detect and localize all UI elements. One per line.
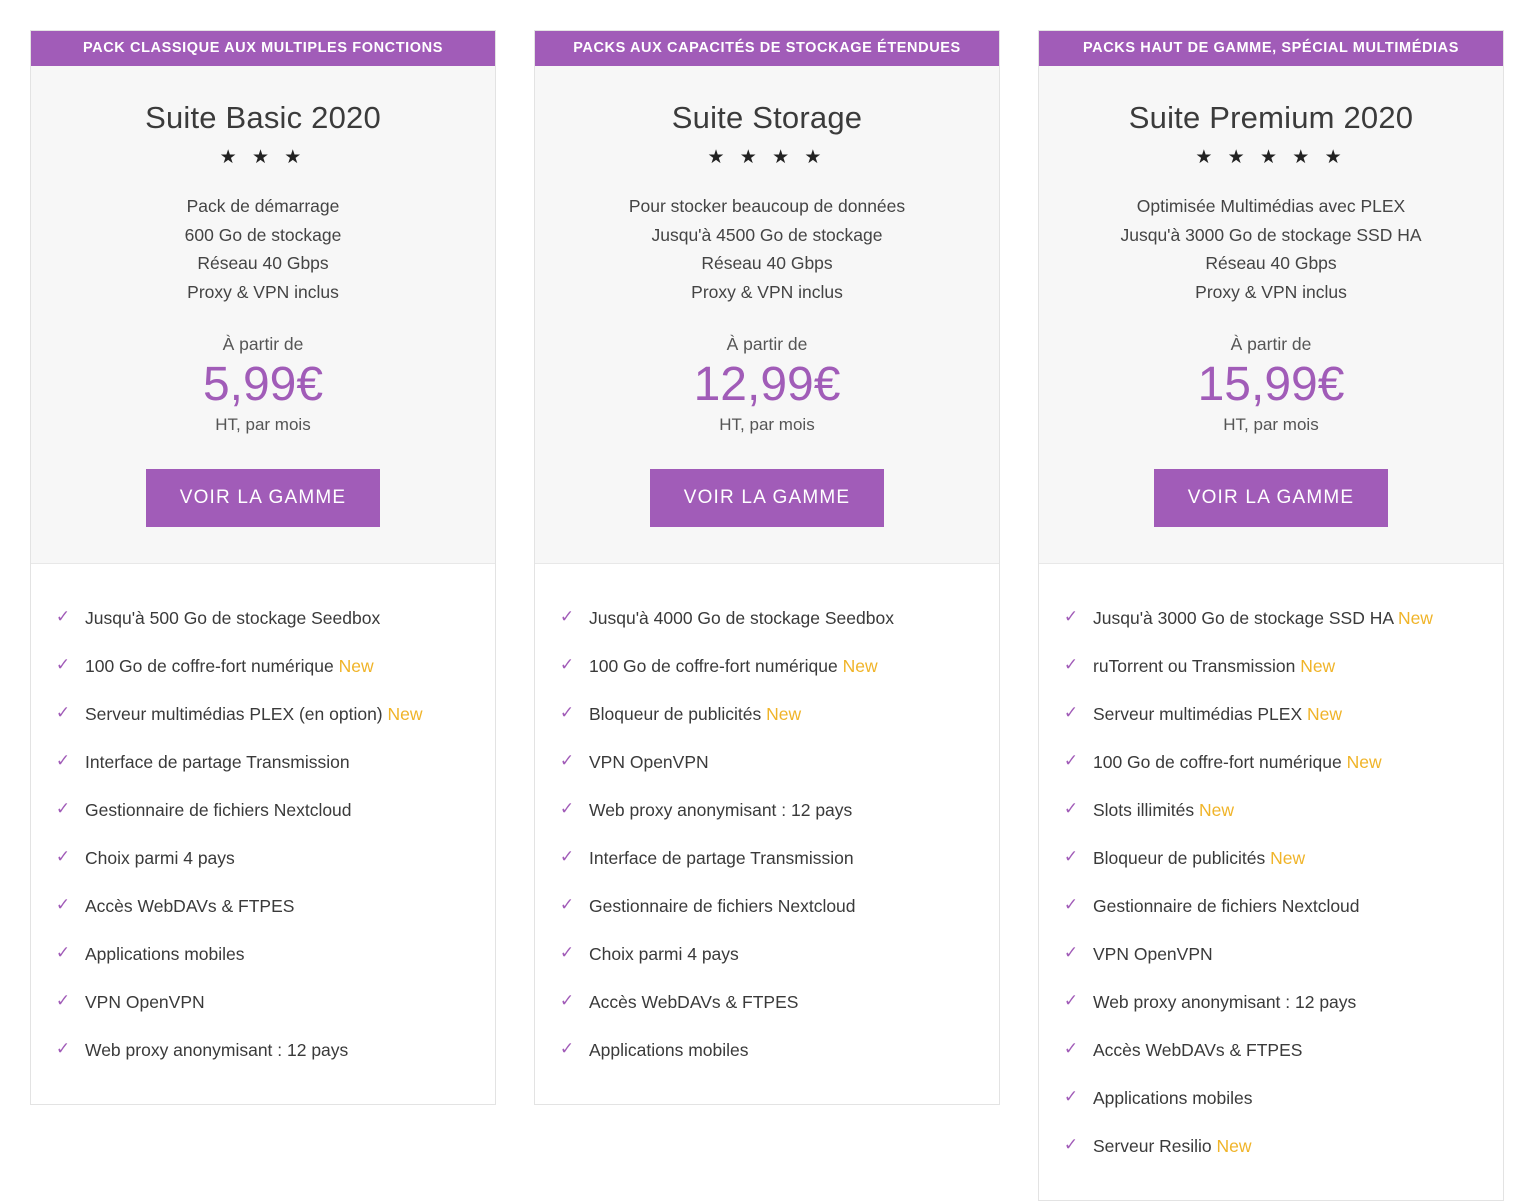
- check-icon: ✓: [1063, 703, 1079, 722]
- check-icon: ✓: [55, 799, 71, 818]
- list-item: [55, 978, 471, 1026]
- list-item-label: Gestionnaire de fichiers Nextcloud: [589, 896, 856, 916]
- list-item: [1063, 930, 1479, 978]
- plan-feature: 600 Go de stockage: [184, 224, 342, 245]
- plan-feature: Proxy & VPN inclus: [691, 281, 843, 302]
- list-item: [1063, 594, 1479, 642]
- plan-feature: Jusqu'à 3000 Go de stockage SSD HA: [1120, 224, 1422, 245]
- list-item-label: Interface de partage Transmission: [85, 752, 350, 772]
- list-item: [559, 1026, 975, 1074]
- list-item: [55, 786, 471, 834]
- plan-feature: Proxy & VPN inclus: [1195, 281, 1347, 302]
- new-badge: New: [1346, 752, 1382, 772]
- list-item: [559, 882, 975, 930]
- list-item: [1063, 786, 1479, 834]
- list-item-label: VPN OpenVPN: [85, 992, 205, 1012]
- rating-stars-icon: ★ ★ ★ ★: [707, 147, 827, 168]
- list-item: [559, 690, 975, 738]
- list-item-label: Serveur multimédias PLEX New: [1093, 704, 1343, 724]
- list-item: [55, 642, 471, 690]
- plan-feature: Réseau 40 Gbps: [701, 253, 833, 273]
- list-item-label: Jusqu'à 500 Go de stockage Seedbox: [85, 608, 381, 628]
- list-item: [559, 738, 975, 786]
- check-icon: ✓: [559, 847, 575, 866]
- pricing-card-basic: [30, 30, 496, 1105]
- list-item-label: VPN OpenVPN: [1093, 944, 1213, 964]
- check-icon: ✓: [55, 607, 71, 626]
- list-item: [1063, 834, 1479, 882]
- plan-summary: [31, 66, 495, 564]
- list-item: [55, 834, 471, 882]
- new-badge: New: [842, 656, 878, 676]
- new-badge: New: [1216, 1136, 1252, 1156]
- check-icon: ✓: [559, 895, 575, 914]
- list-item-label: Accès WebDAVs & FTPES: [85, 896, 295, 916]
- list-item-label: Gestionnaire de fichiers Nextcloud: [85, 800, 352, 820]
- plan-feature: Proxy & VPN inclus: [187, 281, 339, 302]
- plan-title: Suite Basic 2020: [145, 100, 381, 135]
- list-item-label: Accès WebDAVs & FTPES: [589, 992, 799, 1012]
- new-badge: New: [338, 656, 374, 676]
- check-icon: ✓: [1063, 1087, 1079, 1106]
- list-item: [55, 690, 471, 738]
- list-item-label: Accès WebDAVs & FTPES: [1093, 1040, 1303, 1060]
- list-item-label: 100 Go de coffre-fort numérique New: [1093, 752, 1382, 772]
- plan-feature-list: [535, 564, 999, 1104]
- list-item-label: Bloqueur de publicités New: [1093, 848, 1306, 868]
- list-item: [1063, 882, 1479, 930]
- check-icon: ✓: [559, 991, 575, 1010]
- plan-title: Suite Storage: [671, 100, 863, 135]
- plan-summary: [1039, 66, 1503, 564]
- list-item: [1063, 1026, 1479, 1074]
- list-item-label: Web proxy anonymisant : 12 pays: [589, 800, 853, 820]
- plan-feature: Optimisée Multimédias avec PLEX: [1136, 196, 1406, 216]
- list-item-label: Choix parmi 4 pays: [589, 944, 739, 964]
- pricing-card-storage: [534, 30, 1000, 1105]
- check-icon: ✓: [55, 943, 71, 962]
- check-icon: ✓: [1063, 655, 1079, 674]
- plan-feature: Jusqu'à 4500 Go de stockage: [651, 224, 883, 245]
- plan-feature: Réseau 40 Gbps: [1205, 253, 1337, 273]
- list-item-label: Gestionnaire de fichiers Nextcloud: [1093, 896, 1360, 916]
- list-item-label: Applications mobiles: [1093, 1088, 1253, 1108]
- check-icon: ✓: [55, 1039, 71, 1058]
- price-note: HT, par mois: [1223, 415, 1319, 434]
- check-icon: ✓: [559, 799, 575, 818]
- pricing-card-premium: [1038, 30, 1504, 1201]
- list-item: [1063, 690, 1479, 738]
- check-icon: ✓: [1063, 607, 1079, 626]
- plan-summary: [535, 66, 999, 564]
- list-item: [1063, 1122, 1479, 1170]
- list-item: [559, 786, 975, 834]
- price-from-label: À partir de: [726, 334, 808, 354]
- plan-ribbon: PACKS AUX CAPACITÉS DE STOCKAGE ÉTENDUES: [535, 31, 999, 66]
- list-item: [1063, 978, 1479, 1026]
- plan-ribbon: PACK CLASSIQUE AUX MULTIPLES FONCTIONS: [31, 31, 495, 66]
- new-badge: New: [1307, 704, 1343, 724]
- new-badge: New: [1270, 848, 1306, 868]
- list-item: [559, 594, 975, 642]
- check-icon: ✓: [1063, 799, 1079, 818]
- plan-title: Suite Premium 2020: [1128, 100, 1414, 135]
- plan-feature: Pour stocker beaucoup de données: [628, 196, 906, 216]
- list-item: [55, 594, 471, 642]
- list-item: [55, 930, 471, 978]
- price-from-label: À partir de: [222, 334, 304, 354]
- check-icon: ✓: [55, 751, 71, 770]
- list-item-label: Serveur multimédias PLEX (en option) New: [85, 704, 423, 724]
- list-item-label: VPN OpenVPN: [589, 752, 709, 772]
- plan-feature: Pack de démarrage: [186, 196, 340, 216]
- list-item-label: Slots illimités New: [1093, 800, 1235, 820]
- check-icon: ✓: [559, 943, 575, 962]
- check-icon: ✓: [1063, 895, 1079, 914]
- new-badge: New: [1300, 656, 1336, 676]
- list-item-label: Choix parmi 4 pays: [85, 848, 235, 868]
- check-icon: ✓: [559, 751, 575, 770]
- new-badge: New: [387, 704, 423, 724]
- list-item-label: Bloqueur de publicités New: [589, 704, 802, 724]
- plan-price: 12,99€: [693, 358, 841, 411]
- view-range-button[interactable]: VOIR LA GAMME: [1154, 469, 1389, 527]
- list-item-label: Jusqu'à 3000 Go de stockage SSD HA New: [1093, 608, 1433, 628]
- list-item: [1063, 1074, 1479, 1122]
- check-icon: ✓: [1063, 847, 1079, 866]
- list-item-label: Web proxy anonymisant : 12 pays: [85, 1040, 349, 1060]
- plan-feature: Réseau 40 Gbps: [197, 253, 329, 273]
- plan-price: 5,99€: [202, 358, 324, 411]
- price-note: HT, par mois: [215, 415, 311, 434]
- plan-price: 15,99€: [1197, 358, 1345, 411]
- check-icon: ✓: [1063, 1039, 1079, 1058]
- list-item: [559, 642, 975, 690]
- view-range-button[interactable]: VOIR LA GAMME: [146, 469, 381, 527]
- list-item-label: Interface de partage Transmission: [589, 848, 854, 868]
- list-item: [559, 834, 975, 882]
- check-icon: ✓: [55, 655, 71, 674]
- list-item: [55, 738, 471, 786]
- check-icon: ✓: [55, 847, 71, 866]
- new-badge: New: [1397, 608, 1433, 628]
- list-item: [1063, 642, 1479, 690]
- plan-feature-list: [1039, 564, 1503, 1200]
- list-item: [559, 930, 975, 978]
- price-from-label: À partir de: [1230, 334, 1312, 354]
- list-item: [55, 882, 471, 930]
- list-item-label: 100 Go de coffre-fort numérique New: [85, 656, 374, 676]
- rating-stars-icon: ★ ★ ★: [219, 147, 307, 168]
- list-item-label: Serveur Resilio New: [1093, 1136, 1252, 1156]
- view-range-button[interactable]: VOIR LA GAMME: [650, 469, 885, 527]
- plan-ribbon: PACKS HAUT DE GAMME, SPÉCIAL MULTIMÉDIAS: [1039, 31, 1503, 66]
- check-icon: ✓: [559, 607, 575, 626]
- list-item: [55, 1026, 471, 1074]
- list-item-label: ruTorrent ou Transmission New: [1093, 656, 1336, 676]
- new-badge: New: [1199, 800, 1235, 820]
- check-icon: ✓: [55, 703, 71, 722]
- list-item-label: Applications mobiles: [589, 1040, 749, 1060]
- list-item: [1063, 738, 1479, 786]
- new-badge: New: [766, 704, 802, 724]
- check-icon: ✓: [559, 655, 575, 674]
- check-icon: ✓: [1063, 991, 1079, 1010]
- check-icon: ✓: [559, 1039, 575, 1058]
- list-item-label: Applications mobiles: [85, 944, 245, 964]
- check-icon: ✓: [55, 991, 71, 1010]
- check-icon: ✓: [1063, 943, 1079, 962]
- price-note: HT, par mois: [719, 415, 815, 434]
- rating-stars-icon: ★ ★ ★ ★ ★: [1195, 147, 1347, 168]
- check-icon: ✓: [1063, 1135, 1079, 1154]
- list-item-label: Web proxy anonymisant : 12 pays: [1093, 992, 1357, 1012]
- plan-feature-list: [31, 564, 495, 1104]
- check-icon: ✓: [1063, 751, 1079, 770]
- list-item-label: Jusqu'à 4000 Go de stockage Seedbox: [589, 608, 894, 628]
- list-item-label: 100 Go de coffre-fort numérique New: [589, 656, 878, 676]
- check-icon: ✓: [55, 895, 71, 914]
- list-item: [559, 978, 975, 1026]
- check-icon: ✓: [559, 703, 575, 722]
